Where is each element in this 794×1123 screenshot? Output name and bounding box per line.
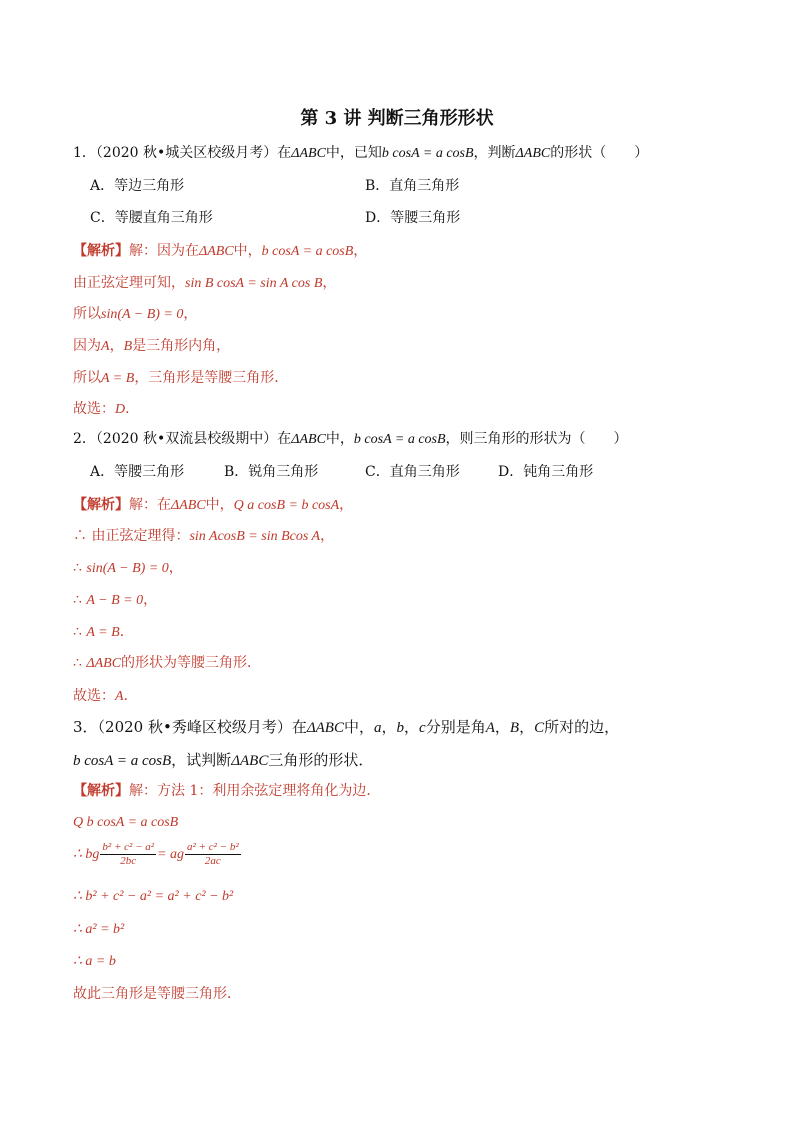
q1-option-a: A．等边三角形	[90, 178, 185, 194]
q1-solution-line-2: 由正弦定理可知，sin B cosA = sin A cos B，	[73, 275, 337, 291]
q3-solution-line-4: ∴ b² + c² − a² = a² + c² − b²	[73, 889, 234, 904]
fraction-1: $\frac{\text{b² + c² − a²}}{2bc}$	[102, 840, 155, 867]
q3-solution-line-1: 【解析】解：方法 1：利用余弦定理将角化为边．	[73, 783, 381, 799]
q3-solution-line-2: Q b cosA = a cosB	[73, 815, 179, 830]
q1-option-c: C．等腰直角三角形	[90, 210, 213, 226]
q2-solution-line-5: ∴ A = B．	[73, 624, 134, 640]
q1-solution-line-1: 【解析】解：因为在ΔABC中，b cosA = a cosB，	[73, 243, 368, 259]
q1-solution-line-3: 所以sin(A − B) = 0，	[73, 306, 198, 322]
q2-solution-line-3: ∴ sin(A − B) = 0，	[73, 560, 183, 576]
q2-answer: 故选：A．	[73, 688, 138, 704]
q3-stem-line-2: b cosA = a cosB，试判断ΔABC三角形的形状．	[73, 751, 374, 769]
fraction-2: $\frac{\text{a² + c² − b²}}{2ac}$	[187, 840, 239, 867]
q1-option-b: B．直角三角形	[365, 178, 460, 194]
q2-solution-line-6: ∴ ΔABC的形状为等腰三角形．	[73, 655, 262, 671]
q2-solution-line-2: ∴ 由正弦定理得：sin AcosB = sin Bcos A，	[73, 528, 335, 544]
q2-option-c: C．直角三角形	[365, 464, 460, 480]
q2-stem: 2．（2020 秋•双流县校级期中）在ΔABC中，b cosA = a cosB，则三角形的形状为（ ）	[73, 431, 628, 447]
q2-option-a: A．等腰三角形	[90, 464, 185, 480]
q2-solution-line-1: 【解析】解：在ΔABC中，Q a cosB = b cosA，	[73, 497, 354, 513]
page-title: 第 3 讲 判断三角形形状	[300, 108, 494, 129]
q3-solution-fraction-line: ∴ bg $\frac{\text{b² + c² − a²}}{2bc}$ = ag $\frac{\text{a² + c² − b²}}{2ac}$	[73, 840, 239, 867]
q1-answer: 故选：D．	[73, 401, 140, 417]
q1-solution-line-5: 所以A = B，三角形是等腰三角形．	[73, 370, 289, 386]
q3-solution-line-6: ∴ a = b	[73, 954, 116, 969]
q2-option-d: D．钝角三角形	[498, 464, 594, 480]
q1-stem: 1．（2020 秋•城关区校级月考）在ΔABC中，已知b cosA = a cosB，判断ΔABC的形状（ ）	[73, 145, 649, 161]
q1-solution-line-4: 因为A，B是三角形内角，	[73, 338, 231, 354]
q2-option-b: B．锐角三角形	[224, 464, 319, 480]
q2-solution-line-4: ∴ A − B = 0，	[73, 592, 158, 608]
q3-stem-line-1: 3．（2020 秋•秀峰区校级月考）在ΔABC中，a，b，c分别是角A，B，C所对的边，	[73, 718, 620, 736]
q1-option-d: D．等腰三角形	[365, 210, 461, 226]
q3-conclusion: 故此三角形是等腰三角形．	[73, 986, 241, 1002]
q3-solution-line-5: ∴ a² = b²	[73, 922, 125, 937]
